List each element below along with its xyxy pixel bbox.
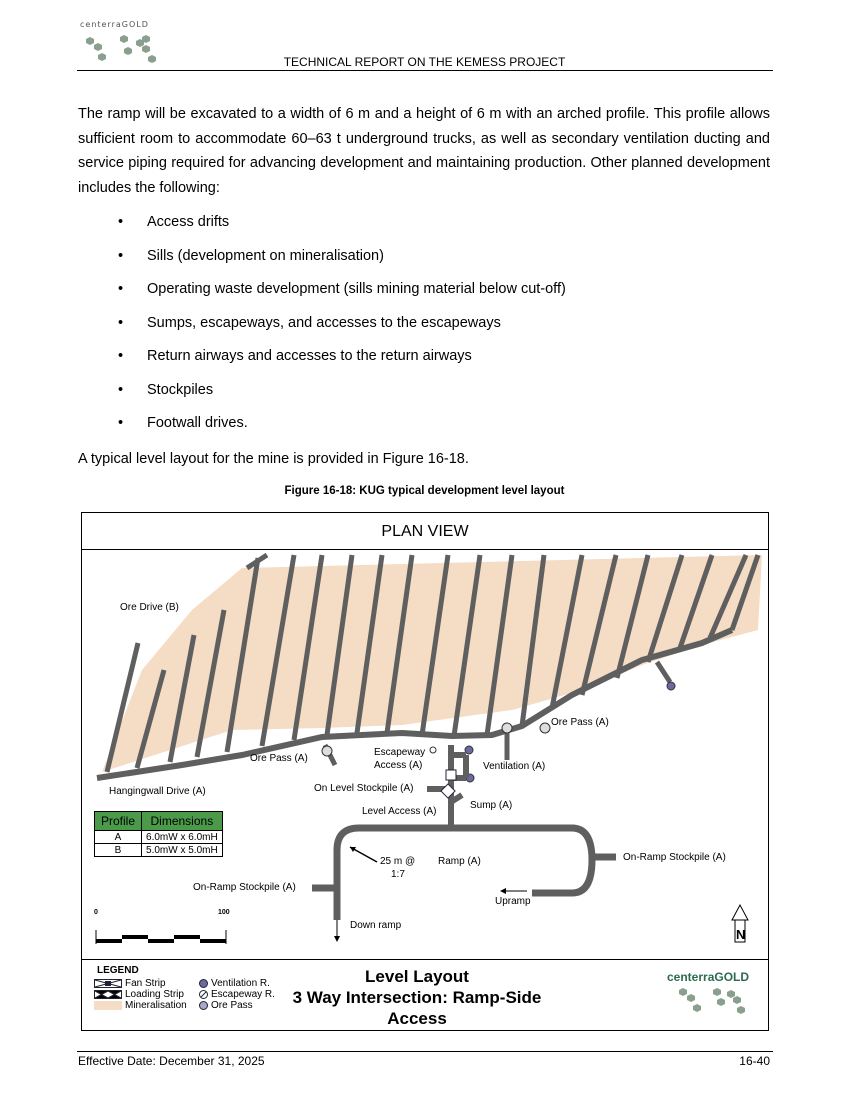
mineralisation-swatch-icon <box>94 1001 122 1010</box>
label-onramp-right: On-Ramp Stockpile (A) <box>623 852 726 863</box>
ventilation-raise-icon <box>199 979 208 988</box>
page-number: 16-40 <box>739 1054 770 1068</box>
label-hangingwall: Hangingwall Drive (A) <box>109 786 206 797</box>
closing-sentence: A typical level layout for the mine is provided in Figure 16-18. <box>78 451 469 467</box>
effective-date: Effective Date: December 31, 2025 <box>78 1054 265 1068</box>
label-level-access: Level Access (A) <box>362 806 437 817</box>
table-row: B 5.0mW x 5.0mH <box>95 844 223 857</box>
plan-view-title: PLAN VIEW <box>82 513 768 550</box>
level-layout-figure <box>81 512 769 1031</box>
list-item: • Stockpiles <box>118 378 566 412</box>
logo-hexagons-icon <box>667 984 747 1016</box>
svg-text:N: N <box>736 927 746 942</box>
legend-panel <box>82 959 768 1032</box>
table-header: Profile <box>95 812 142 831</box>
fan-strip-icon <box>446 770 456 780</box>
label-escapeway-1: Escapeway <box>374 747 426 758</box>
figure-logo-wordmark: centerraGOLD <box>667 970 750 984</box>
list-item: • Return airways and accesses to the return airways <box>118 344 566 378</box>
label-upramp: Upramp <box>495 896 531 907</box>
bullet-icon: • <box>118 214 124 230</box>
logo-wordmark: centerraGOLD <box>80 20 149 29</box>
figure-logo <box>667 970 762 1021</box>
list-item: • Access drifts <box>118 210 566 244</box>
svg-text:0: 0 <box>94 909 98 916</box>
label-escapeway-2: Access (A) <box>374 760 423 771</box>
legend-ore-pass: Ore Pass <box>199 1000 275 1011</box>
scale-bar <box>94 909 230 944</box>
legend-fan-strip: Fan Strip <box>94 978 187 989</box>
list-item: • Sills (development on mineralisation) <box>118 244 566 278</box>
table-row: A 6.0mW x 6.0mH <box>95 831 223 844</box>
level-layout-title: Level Layout 3 Way Intersection: Ramp-Side Access <box>292 967 542 1028</box>
bullet-icon: • <box>118 348 124 364</box>
label-onramp-left: On-Ramp Stockpile (A) <box>193 882 296 893</box>
svg-text:100: 100 <box>218 909 230 916</box>
profile-table <box>94 811 223 857</box>
figure-caption: Figure 16-18: KUG typical development level layout <box>284 485 565 497</box>
table-header: Dimensions <box>142 812 223 831</box>
label-ventilation: Ventilation (A) <box>483 761 546 772</box>
escapeway-raise-icon <box>199 990 208 999</box>
bullet-icon: • <box>118 314 124 331</box>
bullet-icon: • <box>118 247 124 264</box>
label-ramp: Ramp (A) <box>438 856 481 867</box>
intro-paragraph: The ramp will be excavated to a width of 6 m and a height of 6 m with an arched profile. This profile allows sufficient room to accommodate 60–63 t underground trucks, as well as secondary ventilation ducting and service piping required for advancing development and maintaining production. Other planned development includes the following: <box>78 106 770 196</box>
legend-escapeway: Escapeway R. <box>199 989 275 1000</box>
label-grade-1: 25 m @ <box>380 856 416 867</box>
bullet-icon: • <box>118 415 124 431</box>
label-sump: Sump (A) <box>470 800 513 811</box>
ore-pass-icon <box>199 1001 208 1010</box>
label-down-ramp: Down ramp <box>350 920 402 931</box>
header-divider <box>77 70 773 71</box>
legend-mineralisation: Mineralisation <box>94 1000 187 1011</box>
legend-title: LEGEND <box>97 965 139 976</box>
legend-ventilation: Ventilation R. <box>199 978 275 989</box>
label-ore-pass-left: Ore Pass (A) <box>250 753 308 764</box>
development-list <box>118 210 566 445</box>
label-stockpile: On Level Stockpile (A) <box>314 783 414 794</box>
report-title: TECHNICAL REPORT ON THE KEMESS PROJECT <box>283 55 566 69</box>
north-arrow-icon <box>732 905 748 942</box>
fan-strip-icon <box>94 979 122 988</box>
list-item: • Operating waste development (sills mining material below cut-off) <box>118 277 566 311</box>
list-item: • Footwall drives. <box>118 411 566 445</box>
footer-divider <box>77 1051 773 1052</box>
label-grade-2: 1:7 <box>391 869 405 880</box>
bullet-icon: • <box>118 281 124 297</box>
list-item: • Sumps, escapeways, and accesses to the escapeways <box>118 311 566 345</box>
label-ore-pass-right: Ore Pass (A) <box>551 717 609 728</box>
ramp <box>337 828 592 920</box>
loading-strip-icon <box>94 990 122 999</box>
plan-view-map <box>82 550 768 959</box>
legend-loading-strip: Loading Strip <box>94 989 187 1000</box>
label-ore-drive: Ore Drive (B) <box>120 602 179 613</box>
bullet-icon: • <box>118 381 124 398</box>
